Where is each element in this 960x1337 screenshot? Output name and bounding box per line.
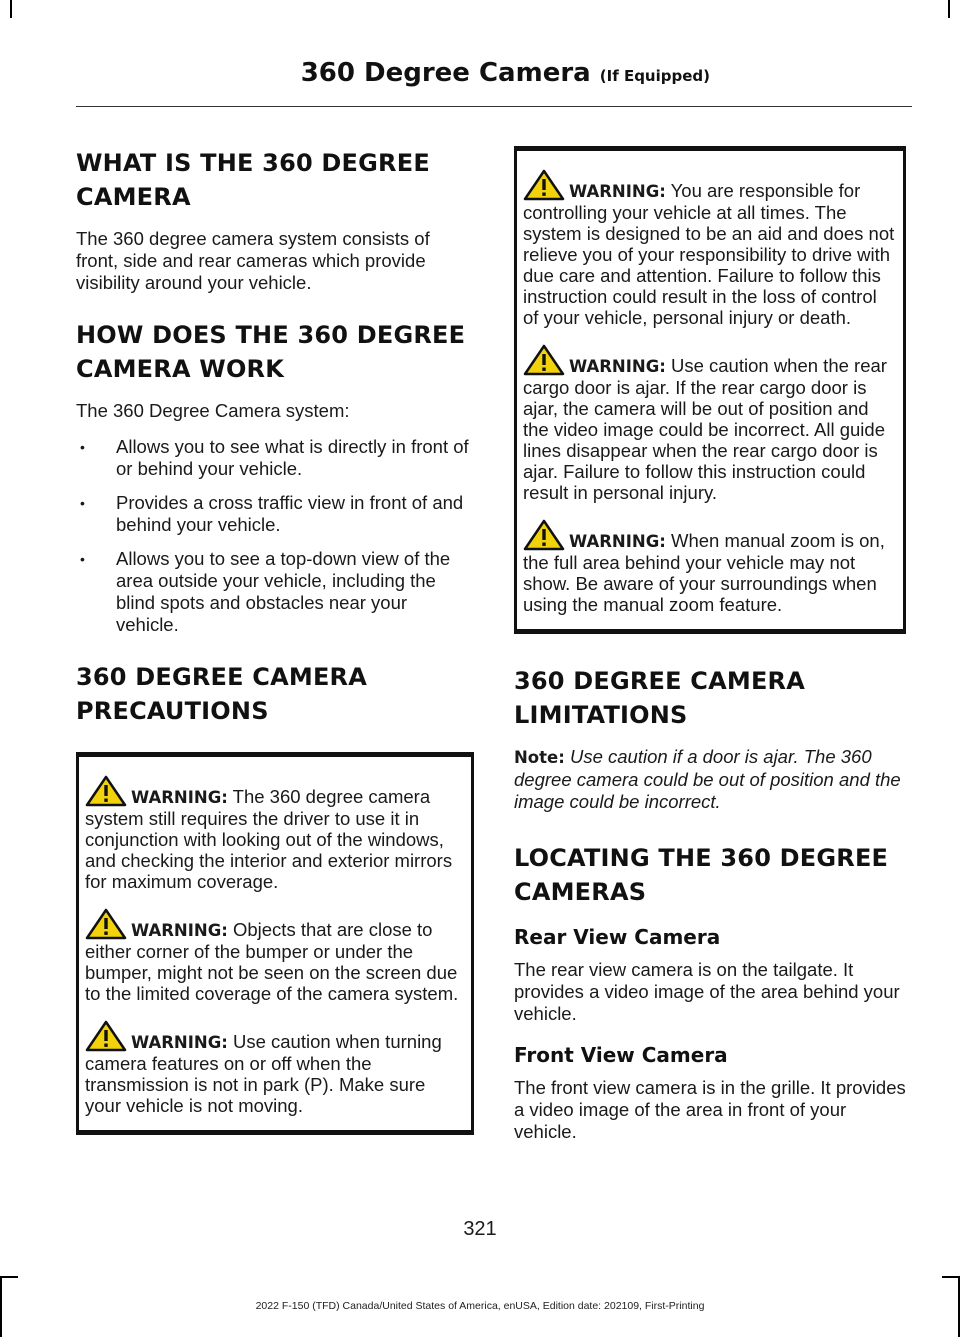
heading-line: CAMERA bbox=[76, 183, 191, 211]
warning-triangle-icon bbox=[523, 169, 565, 201]
crop-mark-top-left bbox=[10, 0, 12, 18]
header-subtitle: (If Equipped) bbox=[599, 67, 710, 85]
section-heading-precautions bbox=[76, 660, 474, 728]
page-number: 321 bbox=[463, 1218, 497, 1240]
paragraph-rear-view-camera: The rear view camera is on the tailgate. It provides a video image of the area behind your vehicle. bbox=[514, 959, 900, 1024]
warning-text: When manual zoom is on, the full area behind your vehicle may not show. Be aware of your surroundings when using the manual zoom feature. bbox=[523, 530, 885, 615]
section-heading-limitations bbox=[514, 664, 906, 732]
crop-mark-bottom-left-h bbox=[0, 1276, 18, 1278]
paragraph-what-is: The 360 degree camera system consists of front, side and rear cameras which provide visibility around your vehicle. bbox=[76, 228, 430, 293]
note-limitations bbox=[514, 746, 906, 813]
paragraph-how-intro: The 360 Degree Camera system: bbox=[76, 400, 350, 421]
warning-block bbox=[523, 169, 895, 328]
right-column bbox=[514, 146, 906, 1167]
warning-triangle-icon bbox=[523, 344, 565, 376]
warning-block bbox=[85, 775, 463, 892]
warning-triangle-icon bbox=[85, 775, 127, 807]
heading-line: LOCATING THE 360 DEGREE bbox=[514, 844, 889, 872]
header-divider bbox=[76, 106, 912, 107]
warning-label: WARNING: bbox=[569, 182, 666, 201]
warning-block bbox=[85, 1020, 463, 1116]
subheading-front-view-camera: Front View Camera bbox=[514, 1043, 728, 1067]
crop-mark-bottom-right-h bbox=[942, 1276, 960, 1278]
warning-triangle-icon bbox=[85, 1020, 127, 1052]
heading-line: HOW DOES THE 360 DEGREE bbox=[76, 321, 466, 349]
warning-text: Use caution when turning camera features on or off when the transmission is not in park (P). Make sure your vehicle is not moving. bbox=[85, 1031, 442, 1116]
warning-label: WARNING: bbox=[131, 788, 228, 807]
warning-block bbox=[523, 519, 895, 615]
page-header-title bbox=[301, 58, 710, 88]
heading-line: CAMERA WORK bbox=[76, 355, 285, 383]
warning-block bbox=[523, 344, 895, 503]
list-item: • Allows you to see a top-down view of the area outside your vehicle, including the blind spots and obstacles near your vehicle. bbox=[76, 548, 474, 636]
warning-block bbox=[85, 908, 463, 1004]
list-item: • Provides a cross traffic view in front of and behind your vehicle. bbox=[76, 492, 474, 536]
paragraph-front-view-camera: The front view camera is in the grille. It provides a video image of the area in front of your vehicle. bbox=[514, 1077, 906, 1142]
warning-text: Use caution when the rear cargo door is ajar. If the rear cargo door is ajar, the camera will be out of position and the video image could be incorrect. All guide lines disappear when the rear cargo door is ajar. Failure to follow this instruction could result in personal injury. bbox=[523, 355, 887, 503]
warning-text: Objects that are close to either corner of the bumper or under the bumper, might not be seen on the screen due to the limited coverage of the camera system. bbox=[85, 919, 459, 1004]
section-heading-how-does bbox=[76, 318, 474, 386]
warning-label: WARNING: bbox=[569, 532, 666, 551]
warning-box-responsibility bbox=[514, 146, 906, 634]
warning-label: WARNING: bbox=[131, 921, 228, 940]
warning-triangle-icon bbox=[85, 908, 127, 940]
warning-label: WARNING: bbox=[131, 1033, 228, 1052]
note-label: Note: bbox=[514, 748, 565, 767]
note-paragraph bbox=[514, 746, 906, 813]
heading-line: CAMERAS bbox=[514, 878, 647, 906]
section-heading-what-is bbox=[76, 146, 474, 214]
subheading-rear-view-camera: Rear View Camera bbox=[514, 925, 721, 949]
warning-triangle-icon bbox=[523, 519, 565, 551]
crop-mark-top-right bbox=[948, 0, 950, 18]
left-column bbox=[76, 146, 474, 1165]
heading-line: WHAT IS THE 360 DEGREE bbox=[76, 149, 430, 177]
heading-line: LIMITATIONS bbox=[514, 701, 688, 729]
heading-line: PRECAUTIONS bbox=[76, 697, 269, 725]
warning-text: The 360 degree camera system still requires the driver to use it in conjunction with looking out of the windows, and checking the interior and exterior mirrors for maximum coverage. bbox=[85, 786, 453, 892]
section-heading-locating bbox=[514, 841, 906, 909]
heading-line: 360 DEGREE CAMERA bbox=[514, 667, 806, 695]
heading-line: 360 DEGREE CAMERA bbox=[76, 663, 368, 691]
header-title-text: 360 Degree Camera bbox=[300, 58, 591, 88]
warning-box-precautions bbox=[76, 752, 474, 1135]
feature-list bbox=[76, 436, 474, 636]
footer-edition-info: 2022 F-150 (TFD) Canada/United States of America, enUSA, Edition date: 202109, First-Printing bbox=[255, 1300, 705, 1312]
warning-text: You are responsible for controlling your vehicle at all times. The system is designed to be an aid and does not relieve you of your responsibility to drive with due care and attention. Failure to follow this instruction could result in the loss of control of your vehicle, personal injury or death. bbox=[523, 180, 895, 328]
note-text: Use caution if a door is ajar. The 360 degree camera could be out of position and the image could be incorrect. bbox=[514, 746, 901, 812]
warning-label: WARNING: bbox=[569, 357, 666, 376]
list-item: • Allows you to see what is directly in front of or behind your vehicle. bbox=[76, 436, 474, 480]
